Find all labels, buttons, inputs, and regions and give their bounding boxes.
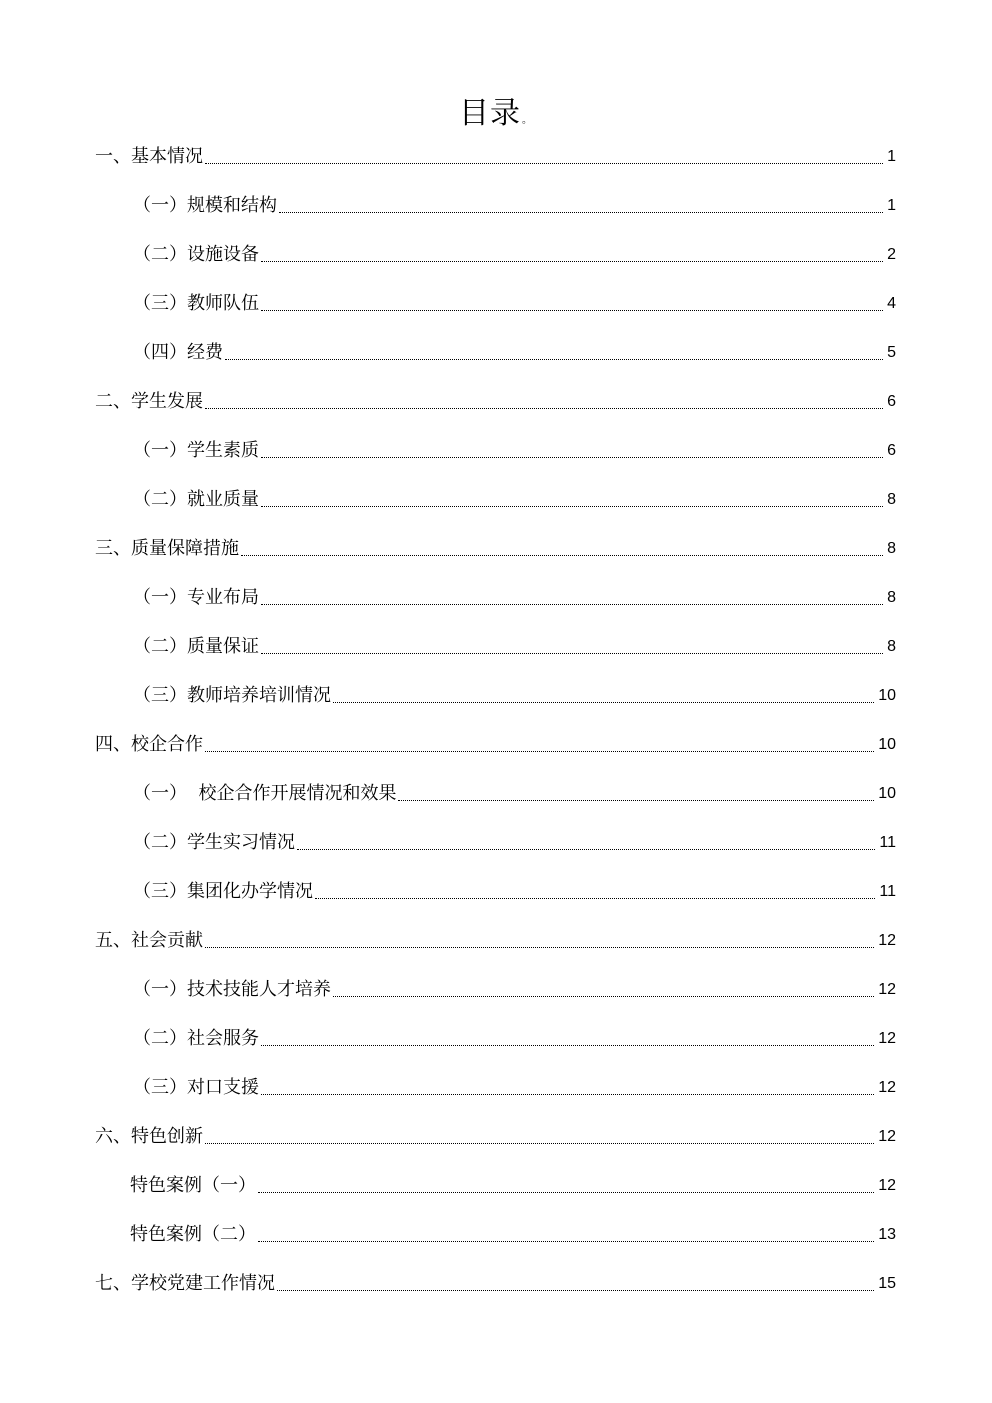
toc-entry-page-number: 12 [878,932,896,949]
toc-entry-page-number: 1 [887,197,896,214]
toc-entry[interactable] [0,1215,992,1264]
toc-entry-title: 七、学校党建工作情况 [95,1273,275,1294]
table-of-contents [0,137,992,1313]
toc-entry-page-number: 1 [887,148,896,165]
toc-entry-page-number: 8 [887,491,896,508]
toc-entry-title: （三）教师队伍 [133,293,259,314]
toc-entry-title: （一）技术技能人才培养 [133,979,331,1000]
toc-entry-page-number: 10 [878,736,896,753]
toc-entry[interactable] [0,578,992,627]
toc-entry-title: （一） 校企合作开展情况和效果 [133,783,397,804]
toc-entry-title: （二）就业质量 [133,489,259,510]
toc-entry[interactable] [0,235,992,284]
toc-dot-leader [205,751,874,752]
toc-dot-leader [261,506,883,507]
toc-entry-page-number: 12 [878,1030,896,1047]
toc-entry-title: （三）对口支援 [133,1077,259,1098]
toc-entry[interactable] [0,480,992,529]
toc-entry[interactable] [0,1068,992,1117]
toc-dot-leader [205,163,883,164]
toc-entry[interactable] [0,137,992,186]
toc-entry-page-number: 2 [887,246,896,263]
toc-entry-title: 六、特色创新 [95,1126,203,1147]
toc-entry-title: （三）集团化办学情况 [133,881,313,902]
toc-entry[interactable] [0,529,992,578]
toc-entry-page-number: 12 [878,981,896,998]
toc-entry-title: 五、社会贡献 [95,930,203,951]
toc-dot-leader [315,898,875,899]
toc-entry-page-number: 8 [887,638,896,655]
toc-entry-title: 特色案例（二） [130,1224,256,1245]
toc-entry-title: 二、学生发展 [95,391,203,412]
toc-entry[interactable] [0,1019,992,1068]
toc-entry-page-number: 10 [878,785,896,802]
toc-dot-leader [261,261,883,262]
toc-entry-title: 一、基本情况 [95,146,203,167]
toc-entry[interactable] [0,382,992,431]
toc-entry-page-number: 8 [887,589,896,606]
toc-entry[interactable] [0,1264,992,1313]
toc-entry[interactable] [0,872,992,921]
toc-entry-page-number: 10 [878,687,896,704]
toc-entry[interactable] [0,970,992,1019]
toc-dot-leader [241,555,883,556]
toc-entry-title: （二）学生实习情况 [133,832,295,853]
toc-entry-page-number: 6 [887,442,896,459]
toc-dot-leader [225,359,883,360]
toc-entry-title: （二）设施设备 [133,244,259,265]
toc-entry[interactable] [0,1166,992,1215]
toc-entry-title: （二）社会服务 [133,1028,259,1049]
toc-entry-page-number: 12 [878,1128,896,1145]
toc-dot-leader [261,1045,874,1046]
toc-entry[interactable] [0,333,992,382]
toc-entry-page-number: 8 [887,540,896,557]
toc-entry-page-number: 11 [879,883,896,900]
toc-entry-title: （一）专业布局 [133,587,259,608]
toc-entry[interactable] [0,284,992,333]
paragraph-mark: 。 [522,115,533,126]
toc-entry-page-number: 4 [887,295,896,312]
toc-entry[interactable] [0,1117,992,1166]
toc-dot-leader [205,1143,874,1144]
toc-entry[interactable] [0,921,992,970]
toc-entry-page-number: 12 [878,1079,896,1096]
toc-entry-page-number: 12 [878,1177,896,1194]
toc-dot-leader [261,653,883,654]
toc-entry[interactable] [0,186,992,235]
toc-entry[interactable] [0,627,992,676]
toc-dot-leader [205,947,874,948]
toc-dot-leader [261,604,883,605]
page-title-text: 目录 [459,96,521,131]
toc-dot-leader [258,1192,874,1193]
toc-dot-leader [279,212,883,213]
toc-entry-page-number: 5 [887,344,896,361]
toc-dot-leader [277,1290,874,1291]
toc-entry[interactable] [0,725,992,774]
toc-entry-page-number: 15 [878,1275,896,1292]
toc-entry-title: （四）经费 [133,342,223,363]
toc-entry-title: （二）质量保证 [133,636,259,657]
toc-entry[interactable] [0,431,992,480]
toc-entry-title: （一）规模和结构 [133,195,277,216]
toc-entry-title: 三、质量保障措施 [95,538,239,559]
toc-dot-leader [205,408,883,409]
toc-dot-leader [398,800,874,801]
toc-entry[interactable] [0,774,992,823]
toc-entry[interactable] [0,676,992,725]
toc-entry-page-number: 6 [887,393,896,410]
toc-entry-title: 四、校企合作 [95,734,203,755]
toc-dot-leader [261,1094,874,1095]
toc-entry[interactable] [0,823,992,872]
toc-dot-leader [258,1241,874,1242]
toc-entry-title: （三）教师培养培训情况 [133,685,331,706]
toc-entry-page-number: 11 [879,834,896,851]
toc-dot-leader [333,996,874,997]
toc-dot-leader [333,702,874,703]
toc-entry-title: （一）学生素质 [133,440,259,461]
toc-dot-leader [261,457,883,458]
toc-entry-page-number: 13 [878,1226,896,1243]
toc-dot-leader [297,849,875,850]
page-title [0,94,992,141]
toc-dot-leader [261,310,883,311]
toc-entry-title: 特色案例（一） [130,1175,256,1196]
